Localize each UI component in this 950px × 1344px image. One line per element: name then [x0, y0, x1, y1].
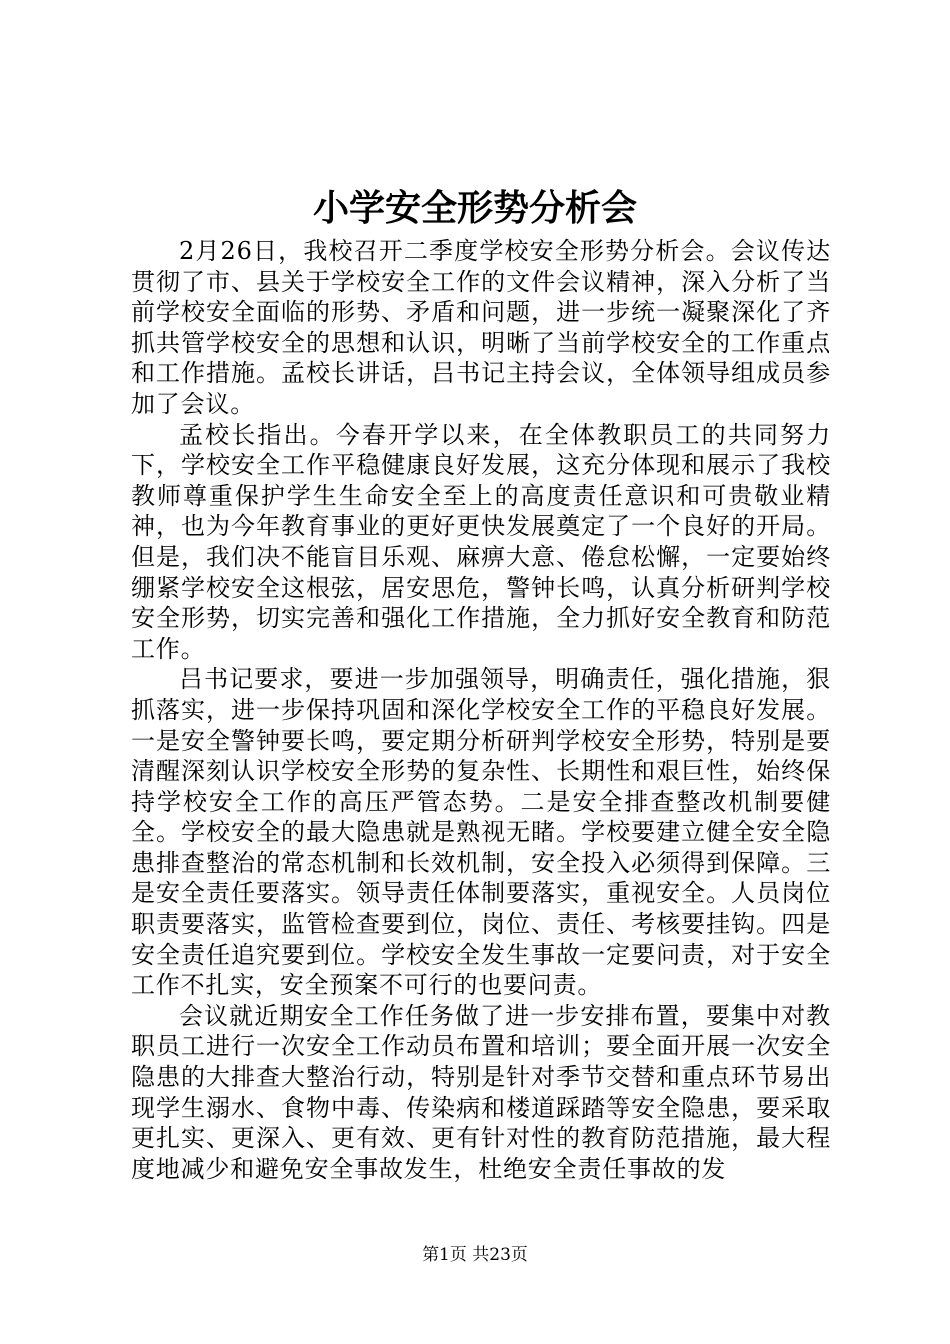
paragraph-3: 吕书记要求，要进一步加强领导，明确责任，强化措施，狠抓落实，进一步保持巩固和深化学校安全工作的平稳良好发展。一是安全警钟要长鸣，要定期分析研判学校安全形势，特别是要清醒深刻认识学校安全形势的复杂性、长期性和艰巨性，始终保持学校安全工作的高压严管态势。二是安全排查整改机制要健全。学校安全的最大隐患就是熟视无睹。学校要建立健全安全隐患排查整治的常态机制和长效机制，安全投入必须得到保障。三是安全责任要落实。领导责任体制要落实，重视安全。人员岗位职责要落实，监管检查要到位，岗位、责任、考核要挂钩。四是安全责任追究要到位。学校安全发生事故一定要问责，对于安全工作不扎实，安全预案不可行的也要问责。	[131, 665, 831, 1000]
page-footer: 第1页 共23页	[422, 1245, 528, 1265]
paragraph-2: 孟校长指出。今春开学以来，在全体教职员工的共同努力下，学校安全工作平稳健康良好发展，这充分体现和展示了我校教师尊重保护学生生命安全至上的高度责任意识和可贵敬业精神，也为今年教育事业的更好更快发展奠定了一个良好的开局。但是，我们决不能盲目乐观、麻痹大意、倦怠松懈，一定要始终绷紧学校安全这根弦，居安思危，警钟长鸣，认真分析研判学校安全形势，切实完善和强化工作措施，全力抓好安全教育和防范工作。	[131, 420, 831, 663]
document-body	[131, 236, 831, 1184]
document-title: 小学安全形势分析会	[312, 187, 637, 229]
paragraph-1: 2月26日，我校召开二季度学校安全形势分析会。会议传达贯彻了市、县关于学校安全工作的文件会议精神，深入分析了当前学校安全面临的形势、矛盾和问题，进一步统一凝聚深化了齐抓共管学校安全的思想和认识，明晰了当前学校安全的工作重点和工作措施。孟校长讲话，吕书记主持会议，全体领导组成员参加了会议。	[131, 237, 831, 418]
paragraph-4: 会议就近期安全工作任务做了进一步安排布置，要集中对教职员工进行一次安全工作动员布置和培训；要全面开展一次安全隐患的大排查大整治行动，特别是针对季节交替和重点环节易出现学生溺水、食物中毒、传染病和楼道踩踏等安全隐患，要采取更扎实、更深入、更有效、更有针对性的教育防范措施，最大程度地减少和避免安全事故发生，杜绝安全责任事故的发	[131, 1001, 831, 1183]
